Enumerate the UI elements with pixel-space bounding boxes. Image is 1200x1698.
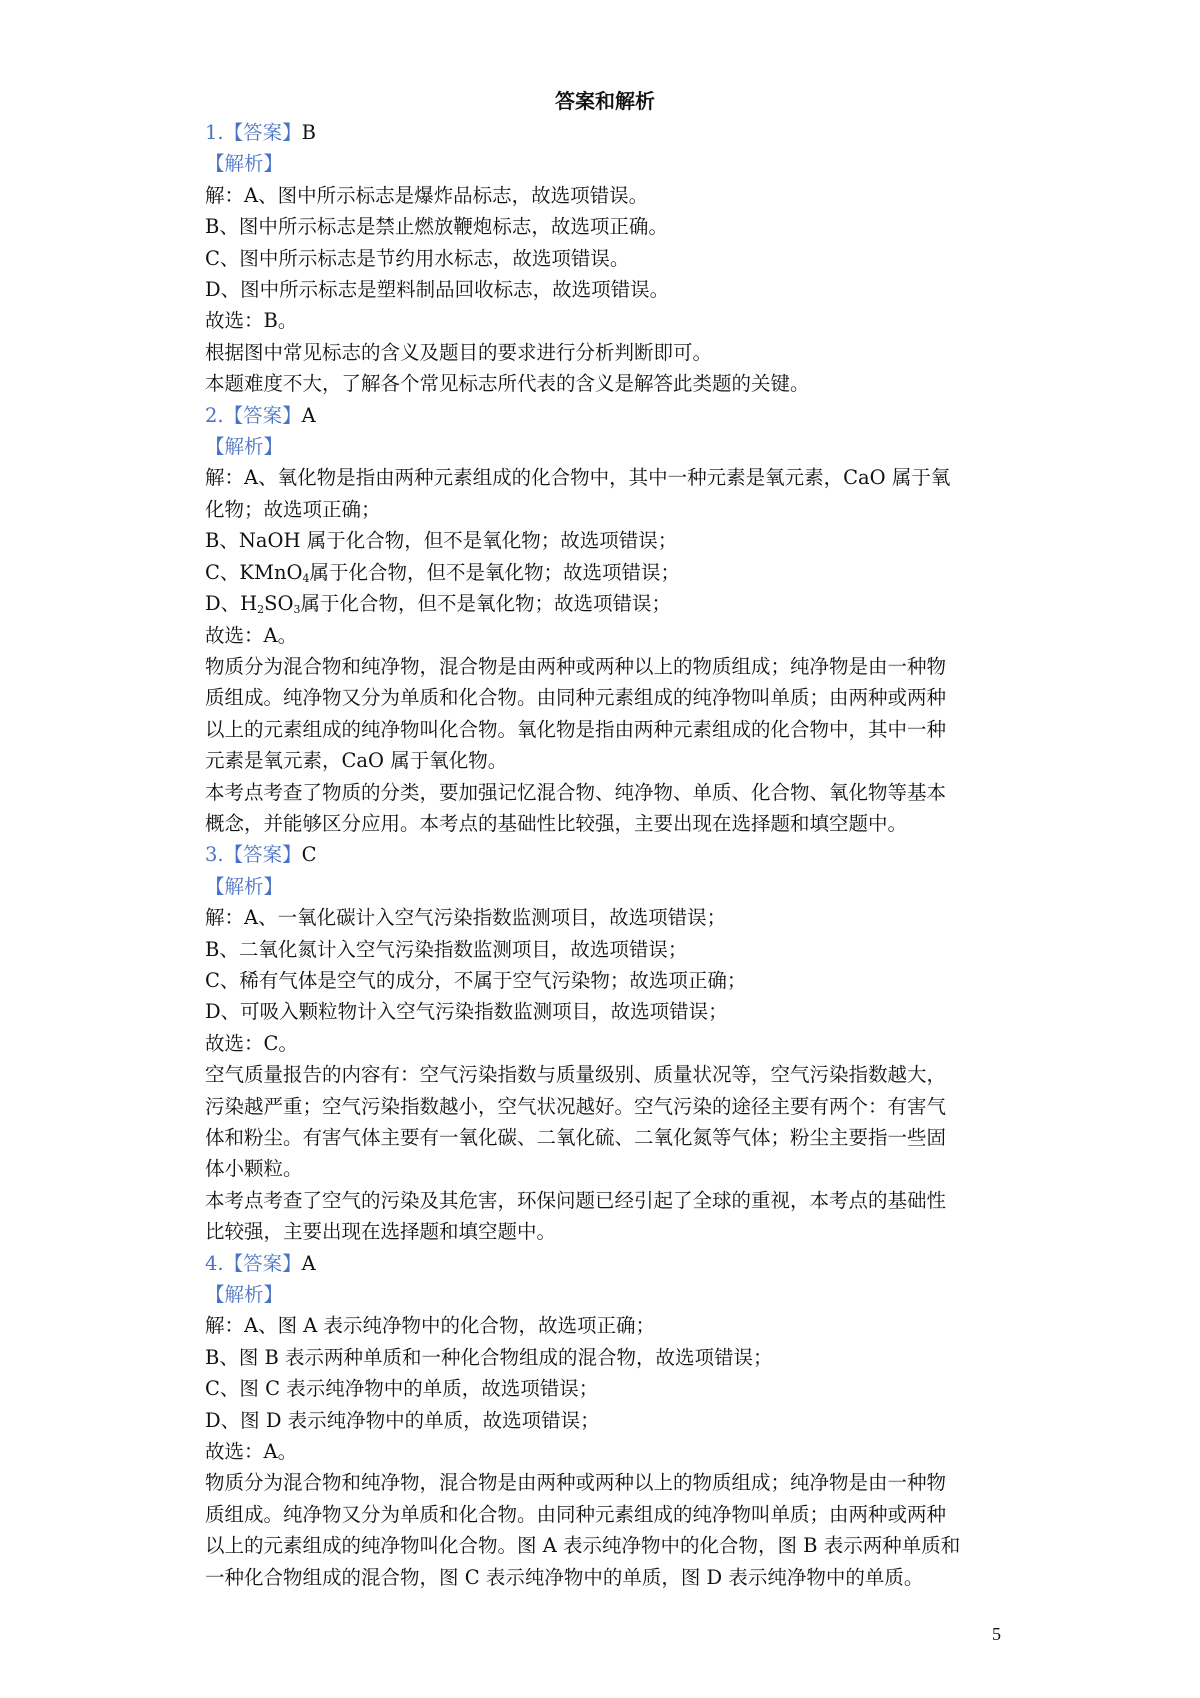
answer-value: C <box>301 843 317 867</box>
text-line: 解：A、氧化物是指由两种元素组成的化合物中，其中一种元素是氧元素，CaO 属于氧 <box>205 466 951 490</box>
text-line-h2so3: D、$H_2SO_3$属于化合物，但不是氧化物；故选项错误； <box>205 592 672 617</box>
text-line: 以上的元素组成的纯净物叫化合物。图 A 表示纯净物中的化合物，图 B 表示两种单质和 <box>205 1534 961 1558</box>
question-4 <box>205 1248 1005 1593</box>
text-line: 解：A、一氧化碳计入空气污染指数监测项目，故选项错误； <box>205 906 727 930</box>
text-line: 故选：C。 <box>205 1031 298 1055</box>
text-line: 故选：A。 <box>205 623 298 647</box>
question-number: 2. <box>205 403 224 427</box>
question-3 <box>205 839 1005 1247</box>
text-line: C、图 C 表示纯净物中的单质，故选项错误； <box>205 1377 599 1401</box>
question-1 <box>205 117 1005 400</box>
text-line: 质组成。纯净物又分为单质和化合物。由同种元素组成的纯净物叫单质；由两种或两种 <box>205 1502 947 1526</box>
text-line: 本考点考查了空气的污染及其危害，环保问题已经引起了全球的重视，本考点的基础性 <box>205 1188 947 1212</box>
text-line: 空气质量报告的内容有：空气污染指数与质量级别、质量状况等，空气污染指数越大， <box>205 1063 947 1087</box>
text-line: 概念，并能够区分应用。本考点的基础性比较强，主要出现在选择题和填空题中。 <box>205 811 908 835</box>
analysis-tag: 【解析】 <box>205 874 284 898</box>
text-line: 故选：A。 <box>205 1440 298 1464</box>
page-number: 5 <box>992 1624 1001 1644</box>
page-title: 答案和解析 <box>555 89 655 113</box>
text-line: 本考点考查了物质的分类，要加强记忆混合物、纯净物、单质、化合物、氧化物等基本 <box>205 780 947 804</box>
question-2 <box>205 400 1005 840</box>
answer-line-1 <box>205 117 1005 148</box>
question-number: 4. <box>205 1251 224 1275</box>
answer-tag: 【答案】 <box>223 121 302 144</box>
text-line: 故选：B。 <box>205 309 298 333</box>
text-line: 解：A、图 A 表示纯净物中的化合物，故选项正确； <box>205 1314 656 1338</box>
answer-line-4 <box>205 1248 1005 1279</box>
analysis-tag: 【解析】 <box>205 435 284 459</box>
text-line: C、图中所示标志是节约用水标志，故选项错误。 <box>205 246 630 270</box>
answer-line-2 <box>205 400 1005 431</box>
document-page <box>205 86 1005 1593</box>
text-line: 本题难度不大，了解各个常见标志所代表的含义是解答此类题的关键。 <box>205 372 810 396</box>
text-line: 一种化合物组成的混合物，图 C 表示纯净物中的单质，图 D 表示纯净物中的单质。 <box>205 1565 924 1589</box>
answer-line-3 <box>205 839 1005 870</box>
text-line: 污染越严重；空气污染指数越小，空气状况越好。空气污染的途径主要有两个：有害气 <box>205 1094 947 1118</box>
text-line: 物质分为混合物和纯净物，混合物是由两种或两种以上的物质组成；纯净物是由一种物 <box>205 1471 947 1495</box>
text-line: 比较强，主要出现在选择题和填空题中。 <box>205 1220 557 1244</box>
text-line: 体小颗粒。 <box>205 1157 303 1181</box>
text-line: B、图 B 表示两种单质和一种化合物组成的混合物，故选项错误； <box>205 1345 773 1369</box>
question-number: 3. <box>205 843 224 867</box>
answer-value: B <box>301 121 316 144</box>
text-line: 根据图中常见标志的含义及题目的要求进行分析判断即可。 <box>205 340 713 364</box>
text-line: 体和粉尘。有害气体主要有一氧化碳、二氧化硫、二氧化氮等气体；粉尘主要指一些固 <box>205 1126 947 1149</box>
text-line: D、可吸入颗粒物计入空气污染指数监测项目，故选项错误； <box>205 1000 728 1024</box>
analysis-tag: 【解析】 <box>205 152 284 176</box>
text-line: 元素是氧元素，CaO 属于氧化物。 <box>205 749 508 773</box>
text-line: 解：A、图中所示标志是爆炸品标志，故选项错误。 <box>205 183 649 207</box>
text-line: D、图 D 表示纯净物中的单质，故选项错误； <box>205 1408 600 1432</box>
answer-tag: 【答案】 <box>223 843 302 867</box>
answer-tag: 【答案】 <box>223 403 302 427</box>
text-line: B、NaOH 属于化合物，但不是氧化物；故选项错误； <box>205 529 678 553</box>
answer-tag: 【答案】 <box>223 1251 302 1275</box>
answer-value: A <box>301 1251 316 1275</box>
analysis-tag: 【解析】 <box>205 1283 284 1307</box>
text-line: 物质分为混合物和纯净物，混合物是由两种或两种以上的物质组成；纯净物是由一种物 <box>205 654 947 678</box>
text-line: 化物；故选项正确； <box>205 497 381 521</box>
text-line: 质组成。纯净物又分为单质和化合物。由同种元素组成的纯净物叫单质；由两种或两种 <box>205 686 947 710</box>
text-line: 以上的元素组成的纯净物叫化合物。氧化物是指由两种元素组成的化合物中，其中一种 <box>205 717 947 741</box>
text-line-kmno4: C、KMnO$_4$属于化合物，但不是氧化物；故选项错误； <box>205 560 681 585</box>
question-number: 1. <box>205 121 224 144</box>
text-line: B、二氧化氮计入空气污染指数监测项目，故选项错误； <box>205 937 688 961</box>
text-line: C、稀有气体是空气的成分，不属于空气污染物；故选项正确； <box>205 968 747 992</box>
text-line: B、图中所示标志是禁止燃放鞭炮标志，故选项正确。 <box>205 215 668 239</box>
text-line: D、图中所示标志是塑料制品回收标志，故选项错误。 <box>205 278 670 302</box>
answer-value: A <box>301 403 316 427</box>
